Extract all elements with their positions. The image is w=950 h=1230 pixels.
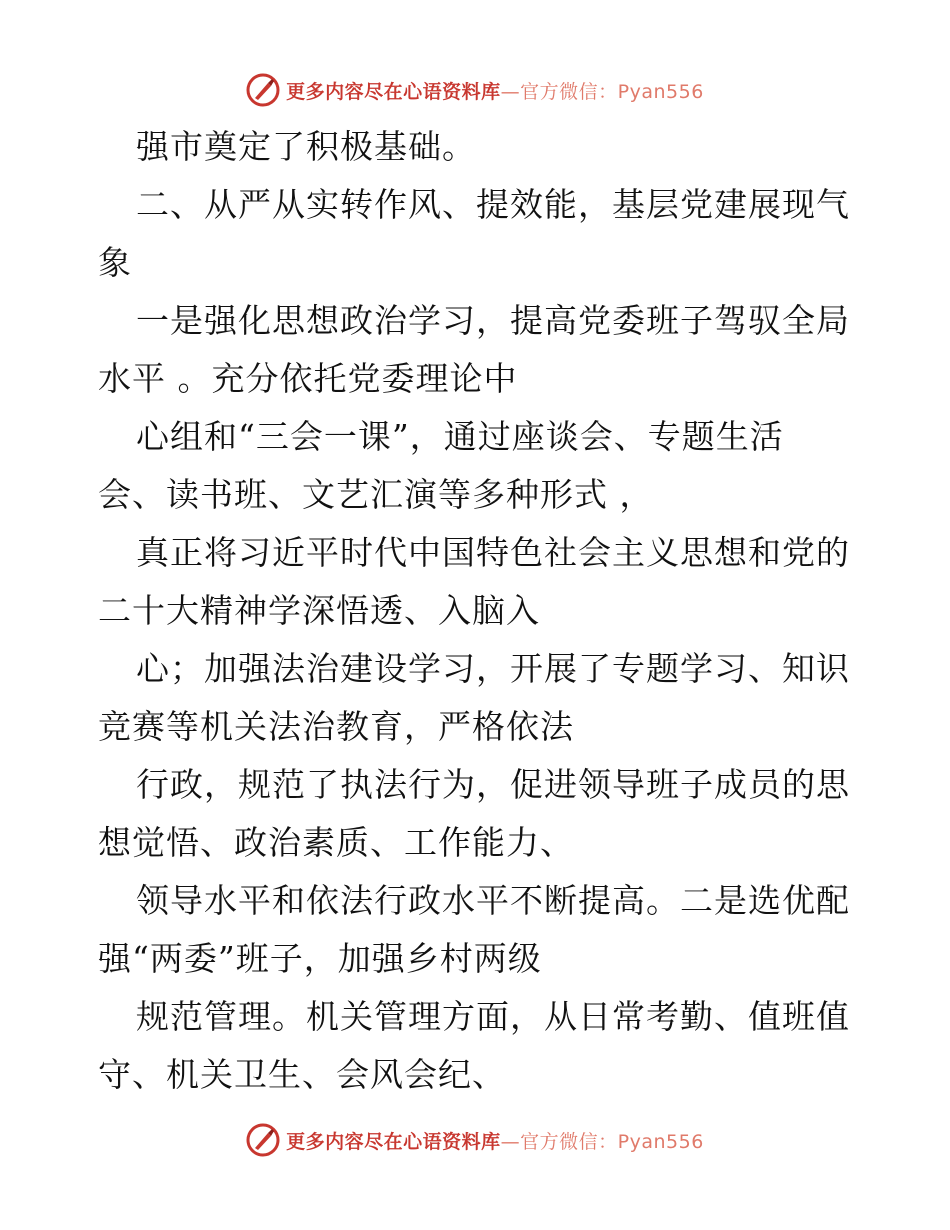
text-line: 心组和“三会一课”，通过座谈会、专题生活 xyxy=(136,417,784,456)
text-line: 想觉悟、政治素质、工作能力、 xyxy=(98,823,574,862)
text-line: 守、机关卫生、会风会纪、 xyxy=(98,1055,506,1094)
text-line: 强市奠定了积极基础。 xyxy=(136,127,476,166)
banner-site-text: 更多内容尽在心语资料库 xyxy=(286,1130,501,1153)
quill-pen-logo-icon xyxy=(246,1123,280,1157)
text-line: 领导水平和依法行政水平不断提高。二是选优配 xyxy=(136,881,850,920)
section-heading: 二、从严从实转作风、提效能，基层党建展现气 xyxy=(136,185,850,224)
document-body xyxy=(98,118,858,1104)
banner-wechat-text: —官方微信：Pyan556 xyxy=(500,80,704,103)
banner-wechat-text: —官方微信：Pyan556 xyxy=(500,1130,704,1153)
text-line: 象 xyxy=(98,243,132,282)
text-line: 会、读书班、文艺汇演等多种形式 ， xyxy=(98,475,654,514)
header-banner xyxy=(0,70,950,110)
text-line: 规范管理。机关管理方面，从日常考勤、值班值 xyxy=(136,997,850,1036)
text-line: 一是强化思想政治学习，提高党委班子驾驭全局 xyxy=(136,301,850,340)
text-line: 二十大精神学深悟透、入脑入 xyxy=(98,591,540,630)
text-line: 强“两委”班子，加强乡村两级 xyxy=(98,939,542,978)
text-line: 水平 。充分依托党委理论中 xyxy=(98,359,518,398)
banner-site-text: 更多内容尽在心语资料库 xyxy=(286,80,501,103)
text-line: 竞赛等机关法治教育，严格依法 xyxy=(98,707,574,746)
banner-caption xyxy=(286,77,704,104)
footer-banner xyxy=(0,1120,950,1160)
text-line: 行政，规范了执法行为，促进领导班子成员的思 xyxy=(136,765,850,804)
text-line: 真正将习近平时代中国特色社会主义思想和党的 xyxy=(136,533,850,572)
text-line: 心；加强法治建设学习，开展了专题学习、知识 xyxy=(136,649,850,688)
banner-caption xyxy=(286,1127,704,1154)
quill-pen-logo-icon xyxy=(246,73,280,107)
